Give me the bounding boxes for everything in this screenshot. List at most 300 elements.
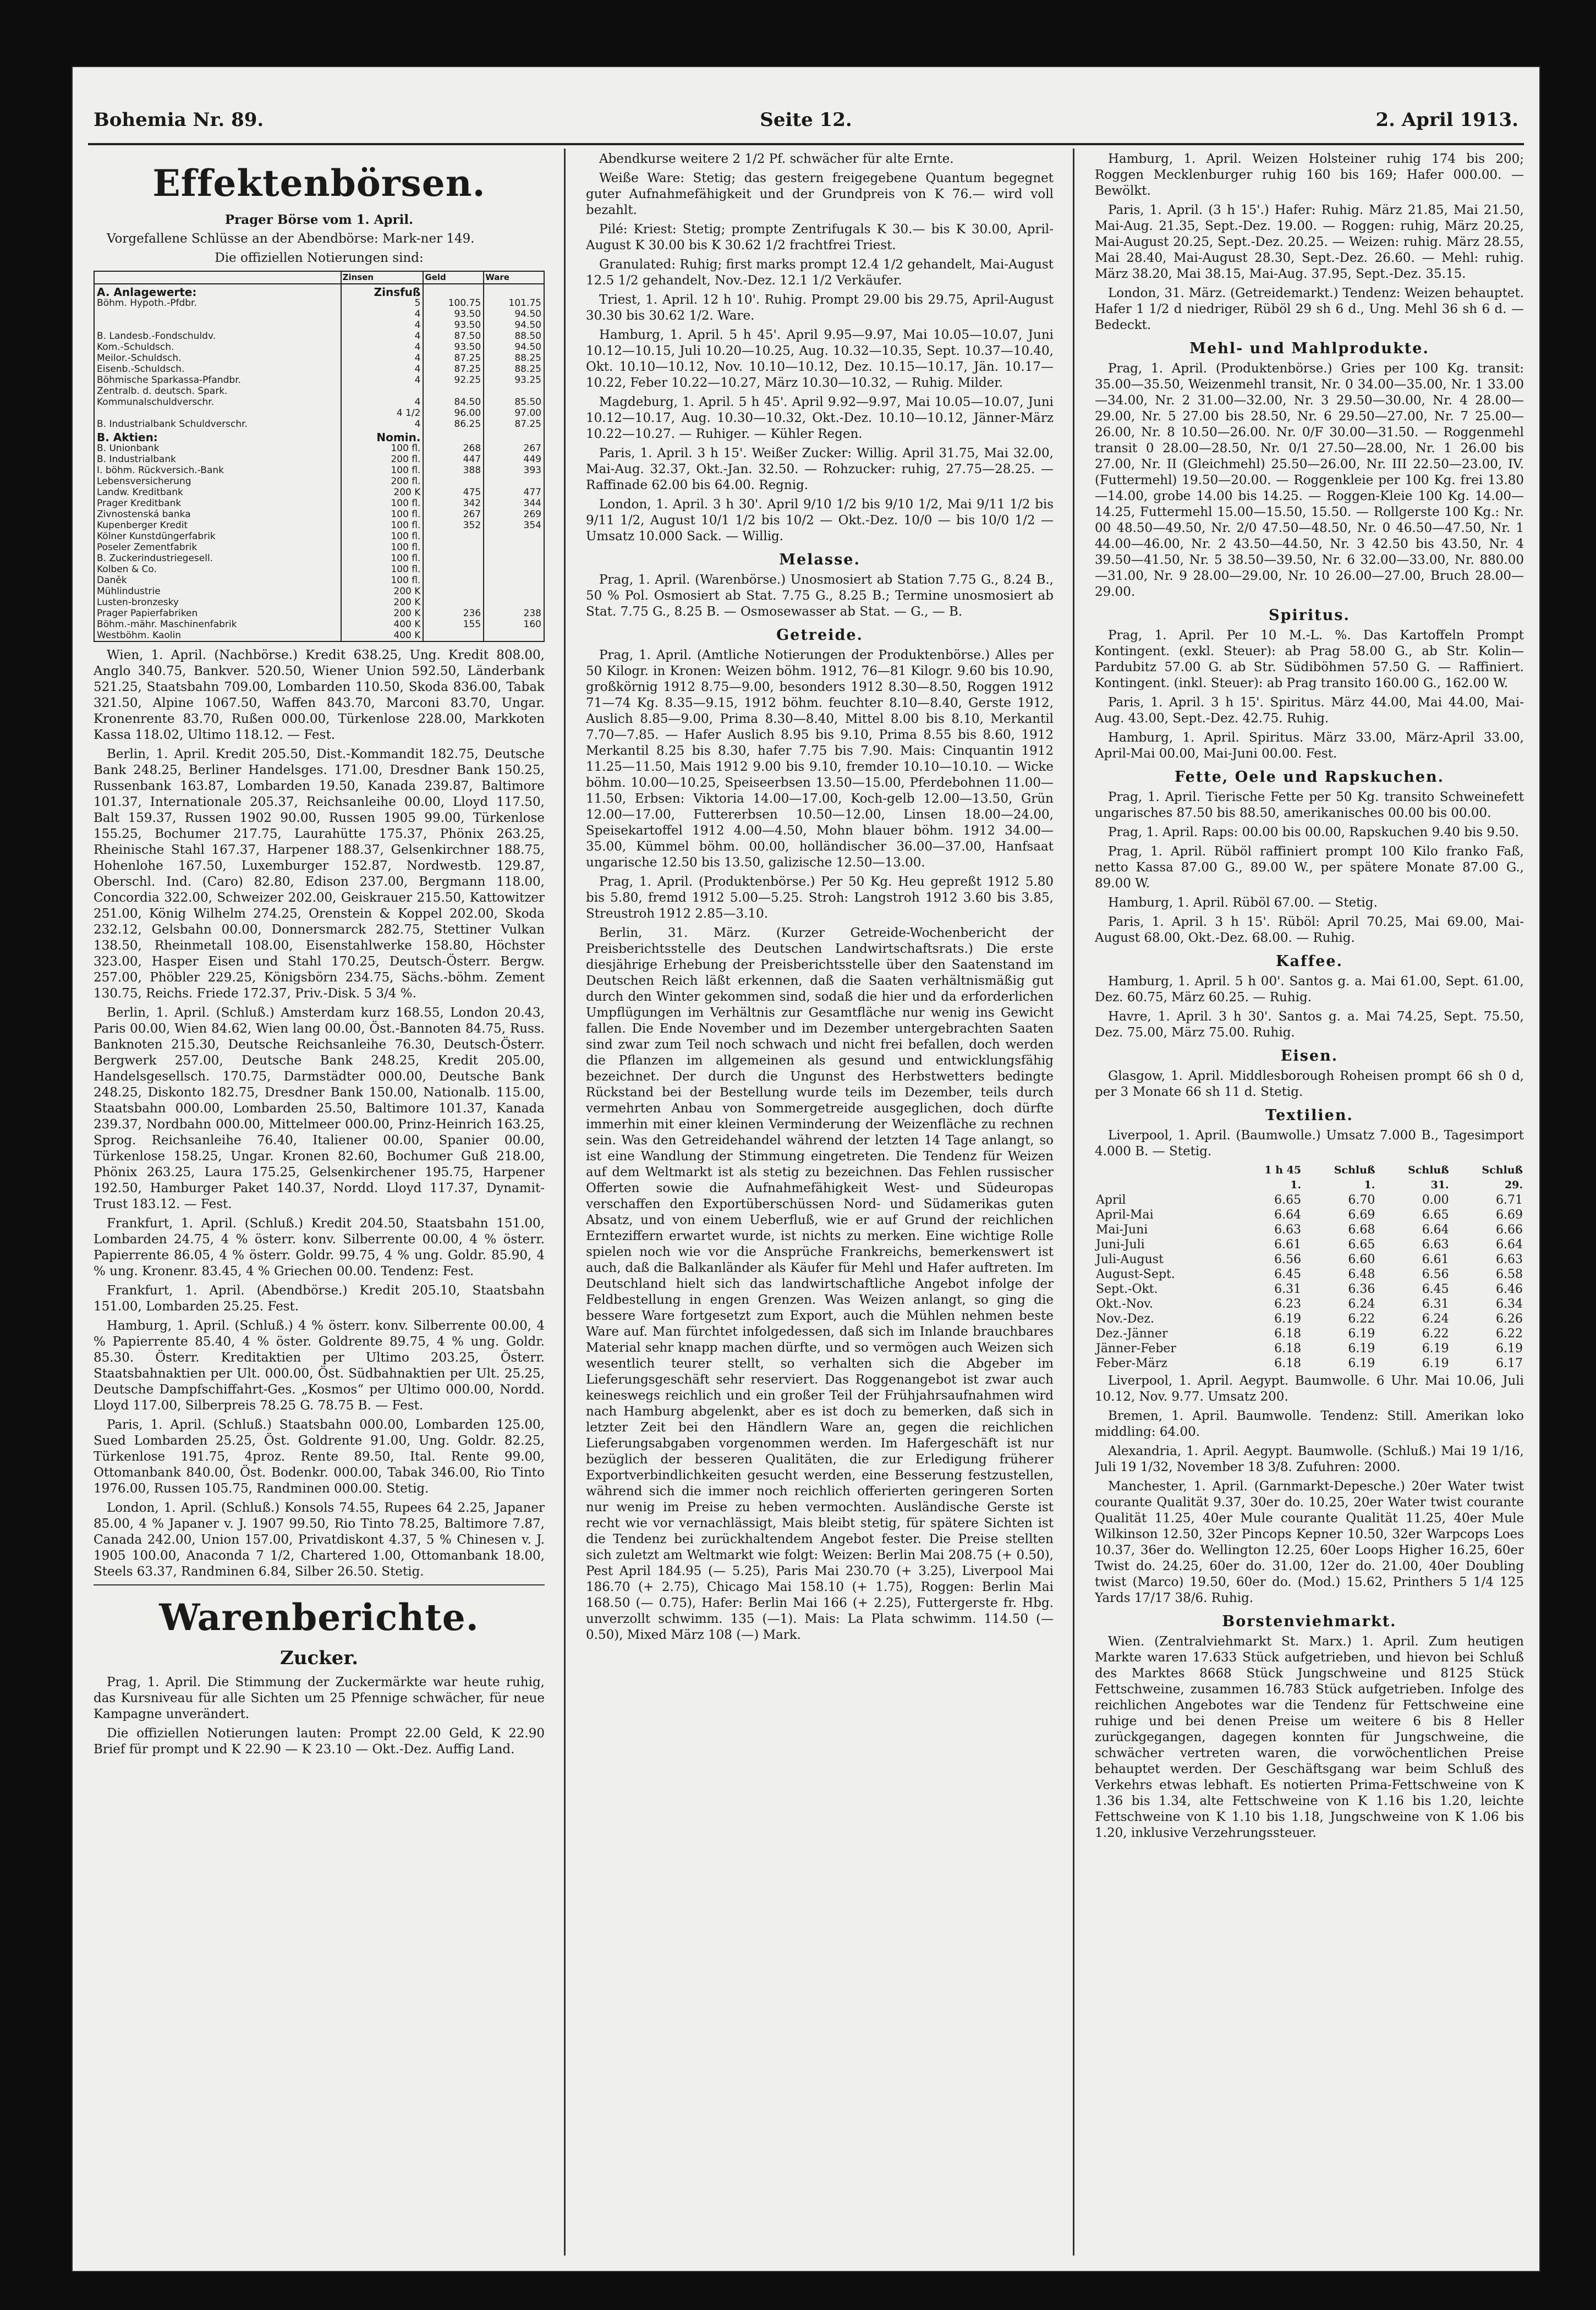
cotton-price: 6.31 [1274,1282,1302,1296]
ask-price: 94.50 [484,320,544,331]
security-rate: 100 fl. [341,465,424,476]
quotes-table-header [94,271,544,284]
melasse-report: Prag, 1. April. (Warenbörse.) Unosmosiert ab Station 7.75 G., 8.24 B., 50 % Pol. Osmosiert ab Stat. 7.75 G., 8.25 B.; Termine unosmosiert ab Stat. 7.75 G., 8.25 B. — Osmosewasser ab Stat. — G., — B. [586,573,1054,619]
quotes-row [94,465,544,476]
subsection-title-zucker: Zucker. [279,1647,359,1669]
ask-price: 88.50 [484,331,544,342]
cotton-price: 6.60 [1348,1253,1375,1266]
cotton-price: 6.66 [1496,1223,1523,1237]
textile-reports [1095,1373,1524,1606]
quotes-row [94,342,544,353]
cotton-row [1095,1356,1524,1371]
ask-price: 160 [484,619,544,630]
security-rate: 400 K [341,630,424,641]
cotton-price: 6.64 [1496,1238,1523,1252]
security-rate: 100 fl. [341,531,424,542]
bid-price: 342 [423,498,484,509]
security-rate: 100 fl. [341,553,424,564]
subsection-title-spiritus: Spiritus. [1269,607,1350,624]
sugar-report: Pilé: Kriest: Stetig; prompte Zentrifugals K 30.— bis K 30.00, April-August K 30.00 bis K 30.62 1/2 frachtfrei Triest. [586,222,1054,253]
cotton-row [1095,1222,1524,1237]
ask-price [484,597,544,608]
cotton-price: 6.24 [1348,1297,1375,1311]
bid-price: 155 [423,619,484,630]
ask-price: 344 [484,498,544,509]
section-title-effektenboersen: Effektenbörsen. [152,162,486,205]
quotes-row [94,476,544,487]
cotton-price: 6.19 [1422,1357,1449,1370]
bid-price: 87.25 [423,364,484,375]
ask-price: 354 [484,520,544,531]
bid-price: 86.25 [423,419,484,430]
ask-price: 88.25 [484,364,544,375]
cotton-price: 0.00 [1422,1193,1449,1207]
security-rate: 4 [341,397,424,408]
month-label: Feber-März [1096,1357,1167,1370]
bid-price: 92.25 [423,375,484,386]
quotes-row [94,443,544,454]
security-rate: 200 K [341,608,424,619]
quotes-row [94,553,544,564]
fette-report: Prag, 1. April. Rüböl raffiniert prompt 100 Kilo franko Faß, netto Kassa 87.00 G., 89.00 W., per spätere Monate 87.00 G., 89.00 W. [1095,844,1524,891]
month-label: April-Mai [1096,1208,1154,1222]
bid-price [423,542,484,553]
quotes-row [94,531,544,542]
cotton-price: 6.63 [1496,1253,1523,1266]
ask-price: 97.00 [484,408,544,419]
fette-report: Paris, 1. April. 3 h 15'. Rüböl: April 70.25, Mai 69.00, Mai-August 68.00, Okt.-Dez. 68.00. — Ruhig. [1095,915,1524,945]
exchange-reports [94,648,545,1580]
quotes-group-rate: Nomin. [341,430,424,443]
section-title-warenberichte: Warenberichte. [159,1596,479,1639]
cotton-row [1095,1193,1524,1208]
column-rule-1 [564,149,566,2256]
bid-price: 87.50 [423,331,484,342]
quotes-table [94,271,545,642]
security-name: Lusten-bronzesky [94,597,341,608]
sugar-report: Weiße Ware: Stetig; das gestern freigegebene Quantum begegnet guter Aufnahmefähigkeit und der Grundpreis von K 76.— wird voll bezahlt. [586,171,1054,217]
sugar-report: London, 1. April. 3 h 30'. April 9/10 1/2 bis 9/10 1/2, Mai 9/11 1/2 bis 9/11 1/2, August 10/1 1/2 bis 10/2 — Okt.-Dez. 10/0 — bis 10/0 1/2 — Umsatz 10.000 Sack. — Willig. [586,497,1054,544]
bid-price: 268 [423,443,484,454]
subsection-title-textilien: Textilien. [1265,1107,1353,1124]
security-rate: 4 [341,364,424,375]
ask-price [484,542,544,553]
cotton-price: 6.36 [1348,1282,1375,1296]
ask-price [484,531,544,542]
quotes-row [94,386,544,397]
security-rate: 4 1/2 [341,408,424,419]
cotton-price: 6.18 [1274,1357,1302,1370]
cotton-price: 6.65 [1422,1208,1449,1222]
grain-market-report: London, 31. März. (Getreidemarkt.) Tendenz: Weizen behauptet. Hafer 1 1/2 d niedriger, Rüböl 29 sh 6 d., Ung. Mehl 36 sh 6 d. — Bedeckt. [1095,286,1524,332]
ask-price: 94.50 [484,342,544,353]
cotton-price: 6.26 [1496,1312,1523,1326]
ask-price: 477 [484,487,544,498]
quotes-row [94,498,544,509]
exchange-report: Frankfurt, 1. April. (Schluß.) Kredit 204.50, Staatsbahn 151.00, Lombarden 24.75, 4 % österr. konv. Silberrente 00.00, 4 % österr. Papierrente 86.05, 4 % österr. Goldr. 99.75, 4 % ung. Goldr. 85.90, 4 % ung. Kronenr. 83.45, 4 % Griechen 00.00. Tendenz: Fest. [94,1216,545,1279]
security-name: B. Industrialbank [94,454,341,465]
security-name: Kom.-Schuldsch. [94,342,341,353]
official-quotes-intro: Die offiziellen Notierungen sind: [215,251,424,265]
subsection-title-kaffee: Kaffee. [1276,953,1343,970]
cotton-price: Schluß [1334,1164,1375,1176]
ask-price [484,386,544,397]
ask-price: 449 [484,454,544,465]
bid-price: 93.50 [423,342,484,353]
cotton-price: 6.19 [1348,1327,1375,1341]
quotes-row [94,309,544,320]
bid-price: 475 [423,487,484,498]
quotes-group-label: A. Anlagewerte: [94,284,341,298]
cotton-price: 6.61 [1274,1238,1302,1252]
security-name: B. Unionbank [94,443,341,454]
security-name: I. böhm. Rückversich.-Bank [94,465,341,476]
security-rate: 100 fl. [341,443,424,454]
security-rate: 100 fl. [341,542,424,553]
paper-title-issue: Bohemia Nr. 89. [94,109,264,131]
bid-price: 93.50 [423,320,484,331]
borstenvieh-report: Wien. (Zentralviehmarkt St. Marx.) 1. April. Zum heutigen Markte waren 17.633 Stück aufgetrieben, und hievon bei Schluß des Marktes 8668 Stück Jungschweine und 8125 Stück Fettschweine, zusammen 16.783 Stück aufgetrieben. Infolge des reichlichen Angebotes war die Tendenz für Fettschweine eine ruhige und bei denen Preise um weitere 6 bis 8 Heller zurückgegangen, dagegen konnten für Jungschweine, die schwächer vertreten waren, die vorwöchentlichen Preise behauptet werden. Der Geschäftsgang war beim Schluß des Verkehrs etwas lebhaft. Es notierten Prima-Fettschweine von K 1.36 bis 1.34, alte Fettschweine von K 1.16 bis 1.20, leichte Fettschweine von K 1.10 bis 1.18, Jungschweine von K 1.06 bis 1.20, inklusive Verzehrungssteuer. [1095,1634,1524,1840]
security-rate: 100 fl. [341,520,424,531]
month-label: Juli-August [1096,1253,1164,1266]
subsection-title-fette: Fette, Oele und Rapskuchen. [1174,769,1445,786]
cotton-price: 6.70 [1348,1193,1375,1207]
ask-price [484,575,544,586]
ask-price: 87.25 [484,419,544,430]
fette-report: Prag, 1. April. Raps: 00.00 bis 00.00, Rapskuchen 9.40 bis 9.50. [1108,825,1519,839]
bid-price: 93.50 [423,309,484,320]
cotton-price: 6.19 [1348,1342,1375,1356]
month-label: Okt.-Nov. [1096,1297,1153,1311]
ask-price: 393 [484,465,544,476]
bid-price [423,586,484,597]
ask-price [484,564,544,575]
security-rate: 5 [341,298,424,309]
security-name: Westböhm. Kaolin [94,630,341,641]
sugar-report: Granulated: Ruhig; first marks prompt 12.4 1/2 gehandelt, Mai-August 12.5 1/2 gehandelt, Nov.-Dez. 12.1 1/2 Verkäufer. [586,257,1054,288]
security-rate: 4 [341,353,424,364]
cotton-futures-table [1095,1163,1524,1371]
cotton-price: 6.69 [1348,1208,1375,1222]
security-name: B. Landesb.-Fondschuldv. [94,331,341,342]
cotton-futures-body [1095,1163,1524,1371]
cotton-price: 6.23 [1274,1297,1302,1311]
quotes-row [94,419,544,430]
quotes-row [94,520,544,531]
security-rate: 200 K [341,487,424,498]
cotton-price: 6.58 [1496,1268,1523,1281]
security-name: Prager Papierfabriken [94,608,341,619]
quotes-row [94,397,544,408]
month-label [1095,1163,1236,1178]
quotes-cell-empty [423,284,484,298]
quotes-group-rate: Zinsfuß [341,284,424,298]
cotton-row [1095,1341,1524,1356]
security-rate: 4 [341,419,424,430]
bid-price: 267 [423,509,484,520]
quotes-table-body [94,284,544,641]
month-label: Mai-Juni [1096,1223,1148,1237]
header-rule [88,143,1524,145]
grain-reports [586,648,1054,1643]
month-label: Sept.-Okt. [1096,1282,1158,1296]
month-label: August-Sept. [1096,1268,1175,1281]
quotes-row [94,375,544,386]
bid-price [423,531,484,542]
quotes-row [94,597,544,608]
cotton-price: 6.63 [1274,1223,1302,1237]
grain-report: Prag, 1. April. (Produktenbörse.) Per 50 Kg. Heu gepreßt 1912 5.80 bis 5.80, fremd 1912 5.00—5.25. Stroh: Langstroh 1912 3.60 bis 3.85, Streustroh 1912 2.85—3.10. [586,875,1054,921]
exchange-report: Wien, 1. April. (Nachbörse.) Kredit 638.25, Ung. Kredit 808.00, Anglo 340.75, Bankver. 520.50, Wiener Union 592.50, Länderbank 521.25, Staatsbahn 709.00, Lombarden 110.50, Skoda 836.00, Tabak 321.50, Alpine 1067.50, Waffen 843.70, Marconi 83.70, Ungar. Kronenrente 83.70, Rußen 000.00, Türkenlose 228.00, Markkoten Kassa 118.02, Ultimo 118.12. — Fest. [94,648,545,742]
ask-price: 85.50 [484,397,544,408]
grain-market-report: Hamburg, 1. April. Weizen Holsteiner ruhig 174 bis 200; Roggen Mecklenburger ruhig 160 bis 169; Hafer 000.00. — Bewölkt. [1095,152,1524,198]
subsection-title-getreide: Getreide. [776,627,863,644]
cotton-price: 6.19 [1274,1312,1302,1326]
cotton-row [1095,1267,1524,1282]
security-name: Böhm.-mähr. Maschinenfabrik [94,619,341,630]
month-label: April [1096,1193,1126,1207]
security-name: Zentralb. d. deutsch. Spark. [94,386,341,397]
mehl-report: Prag, 1. April. (Produktenbörse.) Gries per 100 Kg. transit: 35.00—35.50, Weizenmehl transit, Nr. 0 34.00—35.00, Nr. 1 33.00—34.00, Nr. 2 31.00—32.00, Nr. 3 29.50—30.00, Nr. 4 28.00—29.00, Nr. 5 27.00 bis 28.50, Nr. 6 29.50—27.00, Nr. 7 25.00—26.00, Nr. 8 10.50—26.00. Nr. 0/F 30.00—31.50. — Roggenmehl transit 0 28.00—28.50, Nr. 0/1 27.50—28.00, Nr. 1 26.00 bis 27.00, Nr. II (Gleichmehl) 25.50—26.00, Nr. III 22.50—23.00, IV. (Futtermehl) 19.50—20.00. — Roggenkleie per 100 Kg. frei 13.80—14.00, grobe 14.00 bis 14.25. — Roggen-Kleie 100 Kg. 14.00—14.25, Futtermehl 15.00—15.50, 15.50. — Rollgerste 100 Kg.: Nr. 00 48.50—49.50, Nr. 2/0 47.50—48.50, Nr. 0 46.50—47.50, Nr. 1 44.00—46.00, Nr. 2 43.50—44.50, Nr. 3 42.50 bis 43.50, Nr. 4 39.50—41.50, Nr. 5 38.50—39.50, Nr. 6 32.00—33.00, Nr. 880.00—31.00, Nr. 9 28.00—29.00, Nr. 10 26.00—27.00, Bruch 28.00—29.00. [1095,361,1524,599]
quotes-group-row [94,284,544,298]
cotton-row [1095,1208,1524,1222]
security-rate: 4 [341,342,424,353]
quotes-cell-empty [484,284,544,298]
quotes-cell-empty [484,430,544,443]
bid-price: 87.25 [423,353,484,364]
subsection-title-melasse: Melasse. [779,551,860,568]
cotton-row [1095,1326,1524,1341]
ask-price: 267 [484,443,544,454]
quotes-col-bid: Geld [423,271,484,284]
security-name: Eisenb.-Schuldsch. [94,364,341,375]
column-3 [1095,151,1524,2250]
zucker-report: Die offiziellen Notierungen lauten: Prompt 22.00 Geld, K 22.90 Brief für prompt und K 22.90 — K 23.10 — Okt.-Dez. Auffig Land. [94,1726,545,1757]
cotton-price: 6.22 [1348,1312,1375,1326]
ask-price: 94.50 [484,309,544,320]
security-name: B. Zuckerindustriegesell. [94,553,341,564]
cotton-price: 6.24 [1422,1312,1449,1326]
cotton-price: 31. [1430,1179,1449,1191]
cotton-price: 6.68 [1348,1223,1375,1237]
security-rate: 200 fl. [341,454,424,465]
security-name: Prager Kreditbank [94,498,341,509]
exchange-report: Paris, 1. April. (Schluß.) Staatsbahn 000.00, Lombarden 125.00, Sued Lombarden 25.25, Öst. Goldrente 91.00, Ung. Goldr. 82.25, Türkenlose 191.75, 4proz. Rente 89.50, Ital. Rente 99.00, Ottomanbank 840.00, Öst. Bodenkr. 000.00, Tabak 346.00, Rio Tinto 1976.00, Russen 105.75, Randminen 000.00. Stetig. [94,1418,545,1496]
sugar-report: Hamburg, 1. April. 5 h 45'. April 9.95—9.97, Mai 10.05—10.07, Juni 10.12—10.15, Juli 10.20—10.25, Aug. 10.32—10.35, Sept. 10.37—10.40, Okt. 10.10—10.12, Nov. 10.10—10.12, Dez. 10.15—10.17, Jän. 10.17—10.22, Feber 10.22—10.27, März 10.30—10.32, — Ruhig. Milder. [586,328,1054,390]
newspaper-page [72,66,1540,2272]
security-name: Poseler Zementfabrik [94,542,341,553]
sugar-report: Abendkurse weitere 2 1/2 Pf. schwächer für alte Ernte. [599,152,954,166]
subsection-title-mehl: Mehl- und Mahlprodukte. [1189,340,1429,357]
cotton-price: 6.19 [1422,1342,1449,1356]
sugar-report: Magdeburg, 1. April. 5 h 45'. April 9.92—9.97, Mai 10.05—10.07, Juni 10.12—10.17, Aug. 10.30—10.32, Okt.-Dez. 10.10—10.12, Jänner-März 10.22—10.27. — Ruhiger. — Kühler Regen. [586,395,1054,441]
cotton-price: Schluß [1408,1164,1449,1176]
cotton-price: 6.71 [1496,1193,1523,1207]
cotton-price: 29. [1504,1179,1523,1191]
bid-price [423,386,484,397]
quotes-group-label: B. Aktien: [94,430,341,443]
cotton-price: 1. [1364,1179,1375,1191]
section-divider [94,1584,545,1585]
fette-report: Prag, 1. April. Tierische Fette per 50 Kg. transito Schweinefett ungarisches 87.50 bis 88.50, amerikanisches 00.00 bis 00.00. [1095,790,1524,820]
subsection-title-eisen: Eisen. [1280,1047,1339,1065]
fette-report: Hamburg, 1. April. Rüböl 67.00. — Stetig. [1108,896,1378,910]
cotton-price: 6.18 [1274,1342,1302,1356]
bid-price [423,575,484,586]
ask-price: 269 [484,509,544,520]
exchange-report: Berlin, 1. April. Kredit 205.50, Dist.-Kommandit 182.75, Deutsche Bank 248.25, Berliner Handelsges. 171.00, Dresdner Bank 150.25, Russenbank 163.87, Lombarden 19.50, Kanada 239.87, Baltimore 101.37, Internationale 205.37, Reichsanleihe 00.00, Lloyd 117.50, Balt 159.37, Russen 1902 90.00, Russen 1905 99.00, Türkenlose 155.25, Bochumer 217.75, Laurahütte 175.37, Phönix 263.25, Rheinische Stahl 167.37, Harpener 188.37, Gelsenkirchner 188.75, Hohenlohe 167.50, Luxemburger 152.87, Nordwestb. 129.87, Oberschl. Ind. (Caro) 82.80, Edison 237.00, Bergmann 118.00, Concordia 322.00, Schweizer 202.00, Geiskrauer 215.50, Kattowitzer 251.00, König Wilhelm 274.25, Orenstein & Koppel 202.00, Skoda 232.12, Gelsbahn 00.00, Donnersmarck 282.75, Stettiner Vulkan 138.50, Rheinmetall 108.00, Eisenstahlwerke 158.80, Höchster 323.00, Hasper Eisen und Stahl 170.25, Deutsch-Österr. Bergw. 257.00, Phöbler 229.25, Königsbörn 234.75, Sächs.-böhm. Zement 130.75, Reichs. Friede 172.37, Priv.-Disk. 5 3/4 %. [94,747,545,1001]
security-name [94,320,341,331]
security-name: Meilor.-Schuldsch. [94,353,341,364]
ask-price: 101.75 [484,298,544,309]
quotes-row [94,586,544,597]
kaffee-report: Havre, 1. April. 3 h 30'. Santos g. a. Mai 74.25, Sept. 75.50, Dez. 75.00, März 75.00. Ruhig. [1095,1009,1524,1040]
cotton-price: 6.61 [1422,1253,1449,1266]
quotes-row [94,564,544,575]
grain-report: Prag, 1. April. (Amtliche Notierungen der Produktenbörse.) Alles per 50 Kilogr. in Kronen: Weizen böhm. 1912, 76—81 Kilogr. 9.60 bis 10.90, großkörnig 1912 8.75—9.00, besonders 1912 8.30—8.50, Roggen 1912 71—74 Kg. 8.35—9.15, 1912 böhm. feuchter 8.10—8.40, Gerste 1912, Auslich 8.85—9.00, Prima 8.30—8.40, Mittel 8.00 bis 8.10, Merkantil 7.70—7.85. — Hafer Auslich 8.95 bis 9.10, Prima 8.55 bis 8.60, 1912 Merkantil 8.25 bis 8.30, hafer 7.75 bis 7.90. Mais: Cinquantin 1912 11.25—11.50, Mais 1912 9.00 bis 9.10, fremder 10.10—10.10. — Wicke böhm. 10.00—10.25, Speiseerbsen 13.50—15.00, Pferdebohnen 11.00—11.50, Erbsen: Viktoria 14.00—17.00, Koch-gelb 12.00—13.50, Grün 12.00—17.00, Futtererbsen 10.50—12.00, Linsen 18.00—24.00, Speisekartoffel 1912 4.00—4.50, Mohn blauer böhm. 1912 34.00—35.00, Kümmel böhm. 00.00, holländischer 36.00—37.00, Hanfsaat ungarische 12.50 bis 13.50, galizische 12.50—13.00. [586,648,1054,870]
sugar-report: Triest, 1. April. 12 h 10'. Ruhig. Prompt 29.00 bis 29.75, April-August 30.30 bis 30.62 1/2. Ware. [586,293,1054,323]
cotton-price: 6.56 [1422,1268,1449,1281]
liverpool-cotton-intro: Liverpool, 1. April. (Baumwolle.) Umsatz 7.000 B., Tagesimport 4.000 B. — Stetig. [1095,1128,1524,1159]
security-rate: 100 fl. [341,564,424,575]
cotton-price: 6.45 [1274,1268,1302,1281]
ask-price: 238 [484,608,544,619]
cotton-price: 6.56 [1274,1253,1302,1266]
prague-exchange-heading: Prager Börse vom 1. April. [224,212,414,227]
textile-report: Bremen, 1. April. Baumwolle. Tendenz: Still. Amerikan loko middling: 64.00. [1095,1409,1524,1439]
quotes-row [94,630,544,641]
ask-price: 93.25 [484,375,544,386]
bid-price [423,476,484,487]
page-date: 2. April 1913. [1375,109,1518,131]
quotes-row [94,509,544,520]
kaffee-reports [1095,974,1524,1041]
quotes-col-interest: Zinsen [341,271,424,284]
grain-report: Berlin, 31. März. (Kurzer Getreide-Wochenbericht der Preisberichtsstelle des Deutschen Landwirtschaftsrats.) Die erste diesjährige Erhebung der Preisberichtsstelle über den Saatenstand im Deutschen Reich läßt erkennen, daß die Saaten verhältnismäßig gut durch den Winter gekommen sind, sodaß die hier und da erforderlichen Umpflügungen im Verhältnis zur Gesamtfläche nur wenig ins Gewicht fallen. Die Ende November und im Dezember untergebrachten Saaten sind zwar zum Teil noch schwach und nicht frei befallen, doch werden die Pflanzen im allgemeinen als gesund und entwicklungsfähig bezeichnet. Der durch die Ungunst des Herbstwetters bedingte Rückstand bei der Bestellung wurde teils im Dezember, teils durch vermehrten Anbau von Sommergetreide ausgeglichen, doch dürfte immerhin mit einer kleinen Verminderung der Weizenfläche zu rechnen sein. Was den Getreidehandel während der letzten 14 Tage anlangt, so ist eine Wandlung der Stimmung eingetreten. Die Tendenz für Weizen auf dem Weltmarkt ist als stetig zu bezeichnen. Das Fehlen russischer Offerten sowie die Aufnahmefähigkeit West- und Südeuropas verschaffen den Exportüberschüssen Nord- und Südamerikas guten Absatz, und von einem Ueberfluß, wie er auf Grund der reichlichen Ernteziffern erwartet wurde, ist nichts zu merken. Eine wichtige Rolle spielen noch wie vor die Ansprüche Frankreichs, bemerkenswert ist auch, daß die Balkanländer als Käufer für Mehl und Hafer auftreten. Im Deutschland hielt sich das landwirtschaftliche Angebot infolge der Feldbestellung in engen Grenzen. Was Weizen anlangt, so ging die bessere Ware fortgesetzt zum Export, auch die Mühlen nehmen beste Ware auf. Man fürchtet infolgedessen, daß sich im Inlande brauchbares Material sehr knapp machen dürfte, und so vermögen auch Weizen sich wesentlich teurer stellt, so verhalten sich die Abgeber im Lieferungsgeschäft sehr reserviert. Das Roggenangebot ist zwar auch keineswegs reichlich und ein großer Teil der Frühjahrsaufnahmen wird nach Hamburg abgelenkt, aber es ist doch zu bemerken, daß sich in letzter Zeit bei den Händlern Ware an, gegen die reichlichen Lieferungsabgaben vorgenommen werden. Im Hafergeschäft ist nur bezüglich der besseren Qualitäten, die zur Erledigung früherer Exportverbindlichkeiten gesucht werden, eine Besserung festzustellen, während sich die immer noch reichlich offerierten geringeren Sorten nur wenig im Preise zu heben vermochten. Ausländische Gerste ist recht wie vor vernachlässigt, Mais bleibt stetig, für spätere Sichten ist die Tendenz bei zurückhaltendem Angebot fester. Die Preise stellten sich zuletzt am Weltmarkt wie folgt: Weizen: Berlin Mai 208.75 (+ 0.50), Pest April 184.95 (— 5.25), Paris Mai 230.70 (+ 3.25), Liverpool Mai 186.70 (+ 2.75), Chicago Mai 158.10 (+ 1.75), Roggen: Berlin Mai 168.50 (— 0.75), Hafer: Berlin Mai 166 (+ 2.25), Futtergerste fr. Hbg. unverzollt schwimm. 135 (—1). Mais: La Plata schwimm. 114.50 (— 0.50), Mixed März 108 (—) Mark. [586,926,1054,1642]
cotton-subheader-row [1095,1178,1524,1193]
cotton-header-row [1095,1163,1524,1178]
bid-price: 96.00 [423,408,484,419]
quotes-row [94,320,544,331]
quotes-row [94,331,544,342]
cotton-price: 6.65 [1274,1193,1302,1207]
spiritus-reports [1095,628,1524,762]
security-name: Daněk [94,575,341,586]
security-name: Böhmische Sparkassa-Pfandbr. [94,375,341,386]
security-name: Zivnostenská banka [94,509,341,520]
security-name [94,408,341,419]
subsection-title-borstenvieh: Borstenviehmarkt. [1222,1613,1397,1630]
cotton-price: 6.18 [1274,1327,1302,1341]
security-name: Kommunalschuldverschr. [94,397,341,408]
security-rate: 4 [341,331,424,342]
cotton-price: Schluß [1482,1164,1523,1176]
cotton-price: 6.22 [1496,1327,1523,1341]
exchange-report: London, 1. April. (Schluß.) Konsols 74.55, Rupees 64 2.25, Japaner 85.00, 4 % Japaner v. J. 1907 99.50, Rio Tinto 78.25, Baltimore 7.87, Canada 242.00, Union 157.00, Privatdiskont 4.37, 5 % Chinesen v. J. 1905 100.00, Anaconda 7 1/2, Chartered 1.00, Ottomanbank 18.00, Steels 63.37, Randminen 6.84, Silber 26.50. Stetig. [94,1501,545,1579]
quotes-row [94,619,544,630]
fette-reports [1095,789,1524,946]
spiritus-report: Hamburg, 1. April. Spiritus. März 33.00, März-April 33.00, April-Mai 00.00, Mai-Juni 00.00. Fest. [1095,731,1524,761]
grain-market-reports [1095,151,1524,333]
bid-price [423,553,484,564]
security-name [94,309,341,320]
cotton-price: 6.19 [1348,1357,1375,1370]
exchange-report: Frankfurt, 1. April. (Abendbörse.) Kredit 205.10, Staatsbahn 151.00, Lombarden 25.25. Fest. [94,1283,545,1314]
security-name: Kolben & Co. [94,564,341,575]
exchange-report: Berlin, 1. April. (Schluß.) Amsterdam kurz 168.55, London 20.43, Paris 00.00, Wien 84.62, Wien lang 00.00, Öst.-Bannoten 84.75, Russ. Banknoten 215.30, Deutsche Reichsanleihe 76.30, Deutsch-Österr. Bergwerk 257.00, Deutsche Bank 248.25, Kredit 205.00, Handelsgesellsch. 170.75, Darmstädter 000.00, Deutsche Bank 248.25, Diskonto 182.75, Dresdner Bank 150.00, Nationalb. 115.00, Staatsbahn 000.00, Lombarden 25.50, Baltimore 101.37, Kanada 239.37, Nordbahn 000.00, Mittelmeer 000.00, Prinz-Heinrich 163.25, Sprog. Reichsanleihe 76.40, Italiener 00.00, Spanier 00.00, Türkenlose 158.25, Ungar. Kronen 82.60, Bochumer Guß 218.00, Phönix 263.25, Laura 175.25, Gelsenkirchener 195.75, Harpener 192.50, Hamburger Paket 140.37, Nordd. Lloyd 117.37, Dynamit-Trust 183.12. — Fest. [94,1006,545,1211]
security-rate: 4 [341,375,424,386]
bid-price: 352 [423,520,484,531]
cotton-row [1095,1297,1524,1312]
quotes-row [94,298,544,309]
bid-price: 100.75 [423,298,484,309]
cotton-price: 6.69 [1496,1208,1523,1222]
quotes-col-ask: Ware [484,271,544,284]
cotton-price: 6.31 [1422,1297,1449,1311]
textile-report: Alexandria, 1. April. Aegypt. Baumwolle. (Schluß.) Mai 19 1/16, Juli 19 1/32, November 18 3/8. Zufuhren: 2000. [1095,1444,1524,1474]
quotes-row [94,608,544,619]
quotes-row [94,454,544,465]
cotton-price: 6.48 [1348,1268,1375,1281]
month-label: Jänner-Feber [1096,1342,1176,1356]
bid-price [423,597,484,608]
column-rule-2 [1073,149,1074,2256]
bid-price [423,630,484,641]
security-name: Landw. Kreditbank [94,487,341,498]
bid-price [423,564,484,575]
ask-price [484,586,544,597]
security-name: Kölner Kunstdüngerfabrik [94,531,341,542]
eisen-report: Glasgow, 1. April. Middlesborough Roheisen prompt 66 sh 0 d, per 3 Monate 66 sh 11 d. Stetig. [1095,1069,1524,1099]
quotes-row [94,542,544,553]
spiritus-report: Prag, 1. April. Per 10 M.-L. %. Das Kartoffeln Prompt Kontingent. (exkl. Steuer): ab Prag 58.00 G., ab Str. Kolin—Pardubitz 57.00 G. ab Str. Südiböhmen 57.50 G. — Raffiniert. Kontingent. (inkl. Steuer): ab Prag transito 160.00 G., 162.00 W. [1095,628,1524,690]
security-name: Lebensversicherung [94,476,341,487]
cotton-price: 1. [1290,1179,1302,1191]
cotton-price: 6.22 [1422,1327,1449,1341]
quotes-row [94,353,544,364]
security-rate: 100 fl. [341,509,424,520]
security-rate: 200 K [341,586,424,597]
running-head [94,109,1518,147]
month-label: Dez.-Jänner [1096,1327,1168,1341]
quotes-cell-empty [423,430,484,443]
month-label [1095,1178,1236,1193]
security-name: Böhm. Hypoth.-Pfdbr. [94,298,341,309]
ask-price [484,476,544,487]
cotton-price: 6.64 [1274,1208,1302,1222]
cotton-price: 6.17 [1496,1357,1523,1370]
quotes-row [94,408,544,419]
quotes-group-row [94,430,544,443]
zucker-reports [94,1675,545,1758]
page-number: Seite 12. [760,109,852,131]
security-rate: 200 K [341,597,424,608]
spiritus-report: Paris, 1. April. 3 h 15'. Spiritus. März 44.00, Mai 44.00, Mai-Aug. 43.00, Sept.-Dez. 42.75. Ruhig. [1095,695,1524,726]
bid-price: 447 [423,454,484,465]
cotton-price: 1 h 45 [1264,1164,1302,1176]
ask-price [484,630,544,641]
quotes-col-name [94,271,341,284]
textile-report: Liverpool, 1. April. Aegypt. Baumwolle. 6 Uhr. Mai 10.06, Juli 10.12, Nov. 9.77. Umsatz 200. [1095,1374,1524,1404]
sugar-market-reports [586,151,1054,545]
security-name: Mühlindustrie [94,586,341,597]
ask-price [484,553,544,564]
grain-market-report: Paris, 1. April. (3 h 15'.) Hafer: Ruhig. März 21.85, Mai 21.50, Mai-Aug. 21.35, Sept.-Dez. 19.00. — Roggen: ruhig, März 20.25, Mai-August 20.25, Sept.-Dez. 20.25. — Weizen: ruhig. März 28.55, Mai 28.40, Mai-August 28.30, Sept.-Dez. 26.60. — Mehl: ruhig. März 38.20, Mai 38.15, Mai-Aug. 37.95, Sept.-Dez. 35.15. [1095,203,1524,281]
cotton-price: 6.19 [1496,1342,1523,1356]
exchange-report: Hamburg, 1. April. (Schluß.) 4 % österr. konv. Silberrente 00.00, 4 % Papierrente 85.40, 4 % öster. Goldrente 89.75, 4 % ung. Goldr. 85.30. Österr. Kreditaktien per Ultimo 203.25, Österr. Staatsbahnaktien per Ult. 000.00, Öst. Südbahnaktien per Ult. 25.25, Deutsche Dampfschiffahrt-Ges. „Kosmos“ per Ultimo 000.00, Nordd. Lloyd 117.00, Silberpreis 78.25 G. 78.75 B. — Fest. [94,1319,545,1413]
quotes-row [94,364,544,375]
security-rate: 100 fl. [341,498,424,509]
